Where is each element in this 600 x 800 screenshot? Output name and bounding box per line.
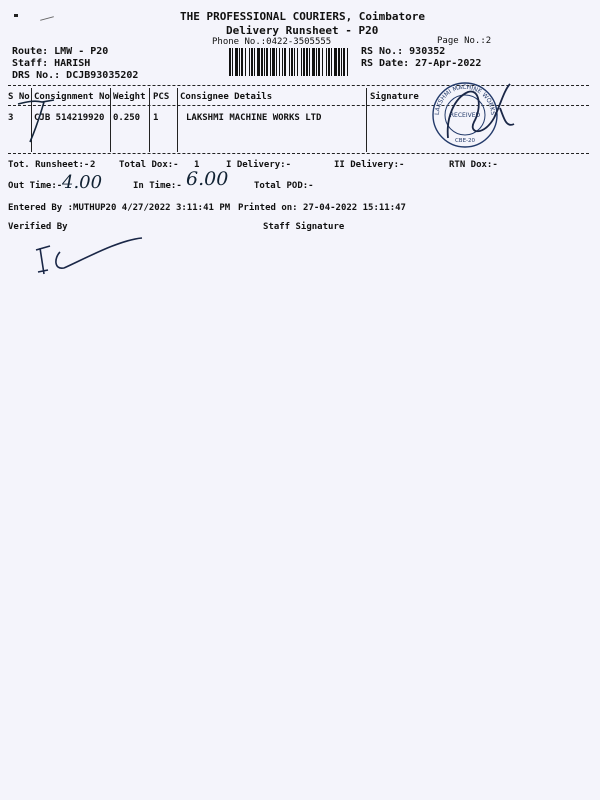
row-sno: 3 [8, 113, 14, 123]
drs-number: DRS No.: DCJB93035202 [12, 70, 139, 81]
row-pcs: 1 [153, 113, 159, 123]
scan-speck [14, 14, 18, 17]
in-time-label: In Time:- [133, 181, 182, 191]
barcode-bar [232, 48, 233, 76]
column-line [177, 88, 178, 152]
barcode-bar [272, 48, 275, 76]
barcode-bar [331, 48, 332, 76]
route: Route: LMW - P20 [12, 46, 109, 57]
tot-runsheet-label: Tot. Runsheet:- [8, 160, 90, 170]
phone-number: Phone No.:0422-3505555 [212, 37, 332, 47]
total-dox-value: 1 [194, 160, 200, 170]
barcode-bar [297, 48, 298, 76]
barcode-bar [245, 48, 246, 76]
barcode-bar [306, 48, 308, 76]
barcode-bar [294, 48, 295, 76]
barcode-bar [328, 48, 330, 76]
printed-on: Printed on: 27-04-2022 15:11:47 [238, 203, 406, 213]
barcode-bar [251, 48, 253, 76]
barcode-bar [241, 48, 243, 76]
i-delivery: I Delivery:- [226, 160, 292, 170]
barcode-bar [229, 48, 231, 76]
ii-delivery: II Delivery:- [334, 160, 405, 170]
handwritten-checkmark [14, 98, 74, 148]
handwritten-signature [440, 78, 520, 150]
barcode-bar [316, 48, 317, 76]
barcode-bar [249, 48, 250, 76]
barcode-bar [318, 48, 320, 76]
barcode-bar [266, 48, 268, 76]
barcode-bar [312, 48, 315, 76]
barcode-bar [282, 48, 283, 76]
column-line [366, 88, 367, 152]
barcode-bar [347, 48, 348, 76]
barcode-graphic [228, 48, 350, 76]
staff-signature: Staff Signature [263, 222, 345, 232]
col-sno: S No [8, 92, 30, 102]
barcode-bar [261, 48, 263, 76]
barcode-bar [239, 48, 240, 76]
barcode-bar [322, 48, 323, 76]
barcode-bar [338, 48, 340, 76]
total-pod: Total POD:- [254, 181, 314, 191]
barcode-bar [334, 48, 337, 76]
out-time-handwritten: 4.00 [62, 172, 103, 193]
barcode-bar [264, 48, 265, 76]
row-consignment: CJB 514219920 [34, 113, 105, 123]
rs-number: RS No.: 930352 [361, 46, 446, 57]
barcode-bar [235, 48, 238, 76]
col-pcs: PCS [153, 92, 170, 102]
row-weight: 0.250 [113, 113, 141, 123]
column-line [110, 88, 111, 152]
col-weight: Weight [113, 92, 146, 102]
barcode-bar [257, 48, 260, 76]
barcode-bar [254, 48, 255, 76]
barcode-bar [291, 48, 293, 76]
barcode-bar [309, 48, 310, 76]
document-title: Delivery Runsheet - P20 [226, 24, 379, 37]
stamp-arc-text: LAKSHMI MACHINE WORKS [433, 83, 497, 116]
stamp-center-text: RECEIVED [449, 112, 481, 119]
verified-by: Verified By [8, 222, 68, 232]
col-signature: Signature [370, 92, 419, 102]
company-name: THE PROFESSIONAL COURIERS, Coimbatore [180, 10, 426, 23]
rs-date: RS Date: 27-Apr-2022 [361, 58, 482, 69]
barcode-bar [279, 48, 280, 76]
column-line [149, 88, 150, 152]
barcode-bar [284, 48, 286, 76]
out-time-label: Out Time:- [8, 181, 63, 191]
rtn-dox: RTN Dox:- [449, 160, 498, 170]
barcode-bar [276, 48, 277, 76]
tot-runsheet-value: 2 [90, 160, 96, 170]
page-number: Page No.:2 [437, 36, 492, 46]
entered-by: Entered By :MUTHUP20 4/27/2022 3:11:41 PM [8, 203, 231, 213]
total-dox-label: Total Dox:- [119, 160, 179, 170]
barcode-bar [341, 48, 342, 76]
col-consignment: Consignment No [34, 92, 110, 102]
stamp-bottom-text: CBE-20 [454, 138, 476, 144]
barcode-bar [270, 48, 271, 76]
col-consignee: Consignee Details [180, 92, 273, 102]
verifier-signature [30, 234, 150, 282]
scan-speck [40, 16, 54, 21]
barcode-bar [343, 48, 345, 76]
row-consignee: LAKSHMI MACHINE WORKS LTD [186, 113, 322, 123]
divider [8, 153, 589, 154]
in-time-handwritten: 6.00 [186, 168, 229, 190]
barcode-bar [326, 48, 327, 76]
staff: Staff: HARISH [12, 58, 91, 69]
barcode-bar [301, 48, 302, 76]
barcode-bar [289, 48, 290, 76]
barcode-bar [303, 48, 305, 76]
